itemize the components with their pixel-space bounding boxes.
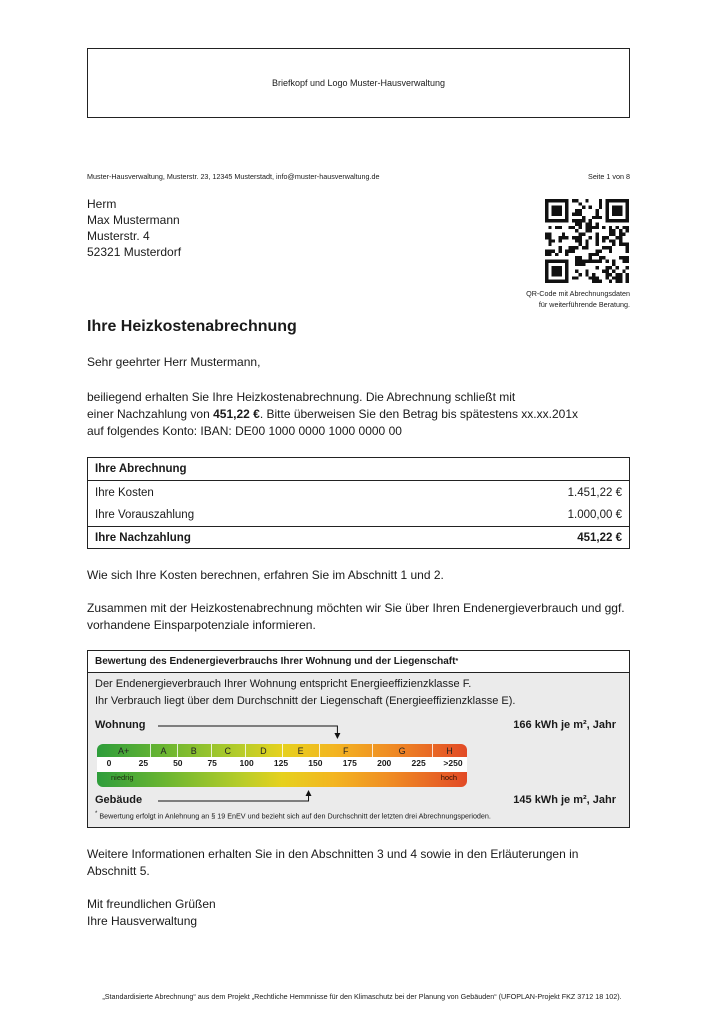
footnote-mark: * [455,658,459,665]
intro-text: . Bitte überweisen Sie den Betrag bis spätestens xx.xx.201x [259,407,578,421]
calc-note: Wie sich Ihre Kosten berechnen, erfahren Sie im Abschnitt 1 und 2. [87,568,444,582]
energy-class-text: Der Endenergieverbrauch Ihrer Wohnung entspricht Energieeffizienzklasse F. [95,678,472,690]
scale-tick-label: 225 [411,758,426,768]
energy-note [87,600,625,634]
row-label: Ihre Vorauszahlung [95,509,195,521]
scale-tick-label: 125 [273,758,289,768]
further-info [87,846,578,880]
intro-line: auf folgendes Konto: IBAN: DE00 1000 0000 1000 0000 00 [87,424,402,438]
energy-class-label: D [260,745,267,756]
letterhead-placeholder [87,48,630,118]
recipient-street: Musterstr. 4 [87,229,150,243]
class-divider [177,744,178,757]
intro-line [87,406,578,423]
further-info-line: Weitere Informationen erhalten Sie in den Abschnitten 3 und 4 sowie in den Erläuterungen in [87,847,579,861]
recipient-address [87,196,181,260]
closing-line: Ihre Hausverwaltung [87,914,198,928]
building-arrow [158,793,309,801]
scale-tick-label: 175 [342,758,357,768]
recipient-name: Max Mustermann [87,213,180,227]
energy-footnote [95,811,491,820]
energy-class-label: H [446,745,453,756]
row-value: 1.000,00 € [567,509,622,521]
table-row [88,482,629,504]
footnote-mark: * [95,811,98,817]
apartment-consumption: 166 kWh je m², Jahr [513,719,616,731]
class-divider [245,744,246,757]
recipient-city: 52321 Musterdorf [87,245,182,259]
energy-class-label: B [190,745,197,756]
divider [88,480,629,481]
closing [87,896,216,930]
scale-tick-label: >250 [443,758,463,768]
building-consumption: 145 kWh je m², Jahr [513,794,616,806]
class-divider [211,744,212,757]
footnote-text: Bewertung erfolgt in Anlehnung an § 19 EnEV und bezieht sich auf den Durchschnitt der letzten drei Abrechnungsperioden. [99,811,491,821]
class-divider [319,744,320,757]
table-row-total [88,527,629,549]
scale-tick-label: 25 [138,758,149,768]
energy-class-label: A [160,745,167,756]
page-indicator: Seite 1 von 8 [588,172,630,181]
closing-line: Mit freundlichen Grüßen [87,897,216,911]
energy-scale-bar [97,744,467,787]
table-row [88,504,629,526]
billing-table [87,457,630,549]
letterhead-text: Briefkopf und Logo Muster-Hausverwaltung [271,78,446,88]
page-title: Ihre Heizkostenabrechnung [87,318,297,335]
billing-table-title: Ihre Abrechnung [95,463,187,475]
total-label: Ihre Nachzahlung [95,532,191,544]
row-value: 1.451,22 € [567,487,622,499]
scale-tick-label: 75 [207,758,217,768]
qr-code [545,199,629,283]
row-label: Ihre Kosten [95,487,154,499]
energy-rating-box [87,650,630,828]
apartment-label: Wohnung [95,719,146,731]
billing-table-header [88,458,629,480]
energy-note-line: vorhandene Einsparpotenziale informieren. [87,618,316,632]
energy-class-label: G [398,745,406,756]
intro-text: einer Nachzahlung von [87,407,214,421]
scale-high-label: hoch [440,773,457,782]
scale-tick-label: 150 [308,758,323,768]
sender-line: Muster-Hausverwaltung, Musterstr. 23, 12345 Musterstadt, info@muster-hausverwaltung.de [87,172,380,181]
intro-paragraph [87,389,578,440]
scale-tick-label: 200 [377,758,392,768]
scale-tick-label: 100 [239,758,254,768]
energy-class-label: C [224,745,231,756]
class-divider [282,744,283,757]
energy-compare-text: Ihr Verbrauch liegt über dem Durchschnitt der Liegenschaft (Energieeffizienzklasse E). [95,695,516,707]
scale-tick-label: 0 [106,758,112,768]
energy-note-line: Zusammen mit der Heizkostenabrechnung möchten wir Sie über Ihren Endenergieverbrauch und ggf. [87,601,625,615]
energy-class-label: F [343,745,349,756]
qr-caption [526,288,630,310]
qr-caption-line: QR-Code mit Abrechnungsdaten [526,289,630,298]
energy-class-label: E [297,745,304,756]
scale-tick-label: 50 [173,758,183,768]
scale-low-label: niedrig [111,773,134,782]
class-divider [372,744,373,757]
energy-class-label: A+ [117,745,130,756]
greeting: Sehr geehrter Herr Mustermann, [87,355,261,369]
recipient-salutation: Herm [87,197,117,211]
apartment-arrow [158,726,337,736]
building-label: Gebäude [95,794,143,806]
class-divider [432,744,433,757]
energy-box-title: Bewertung des Endenergieverbrauchs Ihrer Wohnung und der Liegenschaft [95,656,456,667]
class-divider [150,744,151,757]
footer-note: „Standardisierte Abrechnung“ aus dem Projekt „Rechtliche Hemmnisse für den Klimaschutz bei der Planung von Gebäuden“ (UFOPLAN-Projekt FKZ 3712 18 102). [102,992,622,1001]
intro-line: beiliegend erhalten Sie Ihre Heizkostenabrechnung. Die Abrechnung schließt mit [87,390,516,404]
qr-caption-line: für weiterführende Beratung. [538,300,630,309]
payment-amount: 451,22 € [213,407,260,421]
further-info-line: Abschnitt 5. [87,864,150,878]
total-value: 451,22 € [577,532,622,544]
